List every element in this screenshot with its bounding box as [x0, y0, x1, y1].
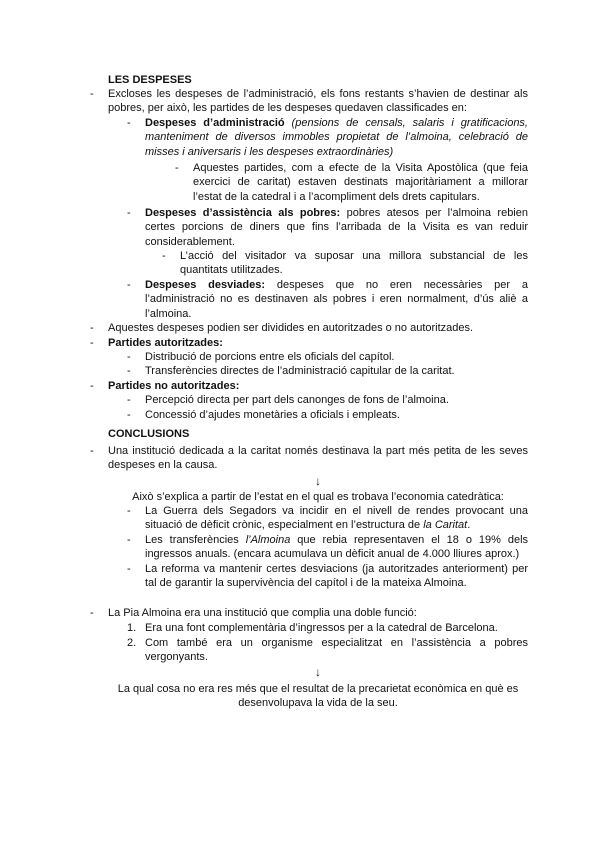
list-item	[127, 364, 528, 378]
intro-paragraph	[90, 87, 528, 116]
conclusion-1	[90, 444, 528, 473]
assist-item	[127, 206, 528, 249]
bullet-dash: -	[90, 88, 94, 100]
assist-text: pobres atesos per l’almoina rebien certes porcions de diners que fins l’arribada de la Visita es van reduir considerablement.	[145, 207, 528, 248]
explain-line: Això s’explica a partir de l’estat en el qual es trobava l’economia catedràtica:	[132, 491, 504, 503]
divided-item	[90, 321, 528, 335]
bullet-dash: -	[90, 380, 94, 392]
bullet-dash: -	[90, 445, 94, 457]
noaut-title: Partides no autoritzades:	[108, 380, 240, 392]
e1-end: .	[467, 519, 471, 532]
heading-conclusions: CONCLUSIONS	[108, 428, 190, 440]
bullet-dash: -	[175, 162, 179, 174]
desv-text: despeses que no eren necessàries per a l’administració no es destinaven als pobres i eren normalment, d’ús aliè a l’almoina.	[145, 279, 528, 320]
list-item	[127, 408, 528, 422]
desv-item	[127, 278, 528, 321]
bullet-dash: -	[162, 250, 166, 262]
bullet-dash: -	[90, 607, 94, 619]
noaut-item-text: Percepció directa per part dels canonges de fons de l’almoina.	[145, 394, 449, 406]
bullet-dash: -	[127, 409, 131, 421]
down-arrow-icon: ↓	[315, 665, 321, 679]
bullet-dash: -	[127, 505, 131, 517]
e2-post: que rebia representaven el 18 o 19% dels ingressos anuals. (encara acumulava un dèficit anual de 4.000 lliures aprox.)	[145, 534, 529, 561]
e1-em: la Caritat	[423, 519, 468, 532]
bullet-dash: -	[127, 365, 131, 377]
conclusion-2	[90, 606, 528, 620]
e2-pre: Les transferències	[145, 534, 239, 546]
function-item-1	[127, 621, 528, 635]
heading-despeses: LES DESPESES	[108, 74, 192, 86]
divided-text: Aquestes despeses podien ser dividides en autoritzades o no autoritzades.	[108, 322, 474, 334]
e3-text: La reforma va mantenir certes desviacions (ja autoritzades anteriorment) per tal de garantir la supervivència del capítol i de la mateixa Almoina.	[145, 563, 528, 590]
list-number: 2.	[127, 637, 137, 649]
desv-title: Despeses desviades:	[145, 279, 266, 291]
list-number: 1.	[127, 622, 137, 634]
noaut-item	[90, 379, 528, 393]
intro-text: Excloses les despeses de l’administració, els fons restants s’havien de destinar als pobres, per això, les partides de les despeses quedaven classificades en:	[108, 88, 528, 115]
noaut-item-text: Concessió d’ajudes monetàries a oficials i empleats.	[145, 409, 400, 421]
function-text: Com també era un organisme especialitzat en l’assistència a pobres vergonyants.	[145, 637, 528, 664]
explain-item-3	[127, 562, 528, 591]
bullet-dash: -	[127, 279, 131, 291]
final-paragraph: La qual cosa no era res més que el resultat de la precarietat econòmica en què es desenvolupava la vida de la seu.	[117, 683, 519, 710]
explain-item-1	[127, 504, 528, 533]
admin-title: Despeses d’administració	[145, 117, 285, 129]
bullet-dash: -	[127, 117, 131, 129]
conclusion-1-text: Una institució dedicada a la caritat només destinava la part més petita de les seves despeses en la causa.	[108, 445, 528, 472]
conclusion-2-text: La Pia Almoina era una institució que complia una doble funció:	[108, 607, 417, 619]
aut-item-text: Distribució de porcions entre els oficials del capítol.	[145, 351, 395, 363]
bullet-dash: -	[127, 563, 131, 575]
bullet-dash: -	[127, 207, 131, 219]
bullet-dash: -	[90, 322, 94, 334]
explain-item-2	[127, 533, 529, 562]
assist-note	[162, 249, 528, 278]
list-item	[127, 350, 528, 364]
aut-item-text: Transferències directes de l’administració capitular de la caritat.	[145, 365, 455, 377]
aut-title: Partides autoritzades:	[108, 337, 223, 349]
admin-item	[127, 116, 528, 159]
e1-text: La Guerra dels Segadors va incidir en el nivell de rendes provocant una situació de dèficit crònic, especialment en l’estructura de	[145, 505, 528, 532]
bullet-dash: -	[127, 394, 131, 406]
assist-note-text: L’acció del visitador va suposar una millora substancial de les quantitats utilitzades.	[180, 250, 528, 277]
bullet-dash: -	[127, 534, 131, 546]
list-item	[127, 393, 528, 407]
function-text: Era una font complementària d’ingressos per a la catedral de Barcelona.	[145, 622, 498, 634]
down-arrow-icon: ↓	[315, 474, 321, 488]
function-item-2	[127, 636, 528, 665]
assist-title: Despeses d’assistència als pobres:	[145, 207, 341, 219]
admin-note-text: Aquestes partides, com a efecte de la Visita Apostòlica (que feia exercici de caritat) estaven destinats majoritàriament a millorar l’estat de la catedral i a l’acompliment dels drets capitulars.	[193, 162, 528, 203]
admin-note	[175, 161, 528, 204]
bullet-dash: -	[90, 337, 94, 349]
aut-item	[90, 336, 528, 350]
admin-detail: (pensions de censals, salaris i gratificacions, manteniment de diversos immobles propietat de l’almoina, celebració de misses i aniversaris i les despeses extraordinàries)	[145, 117, 528, 158]
e2-em: l’Almoina	[245, 534, 291, 546]
bullet-dash: -	[127, 351, 131, 363]
